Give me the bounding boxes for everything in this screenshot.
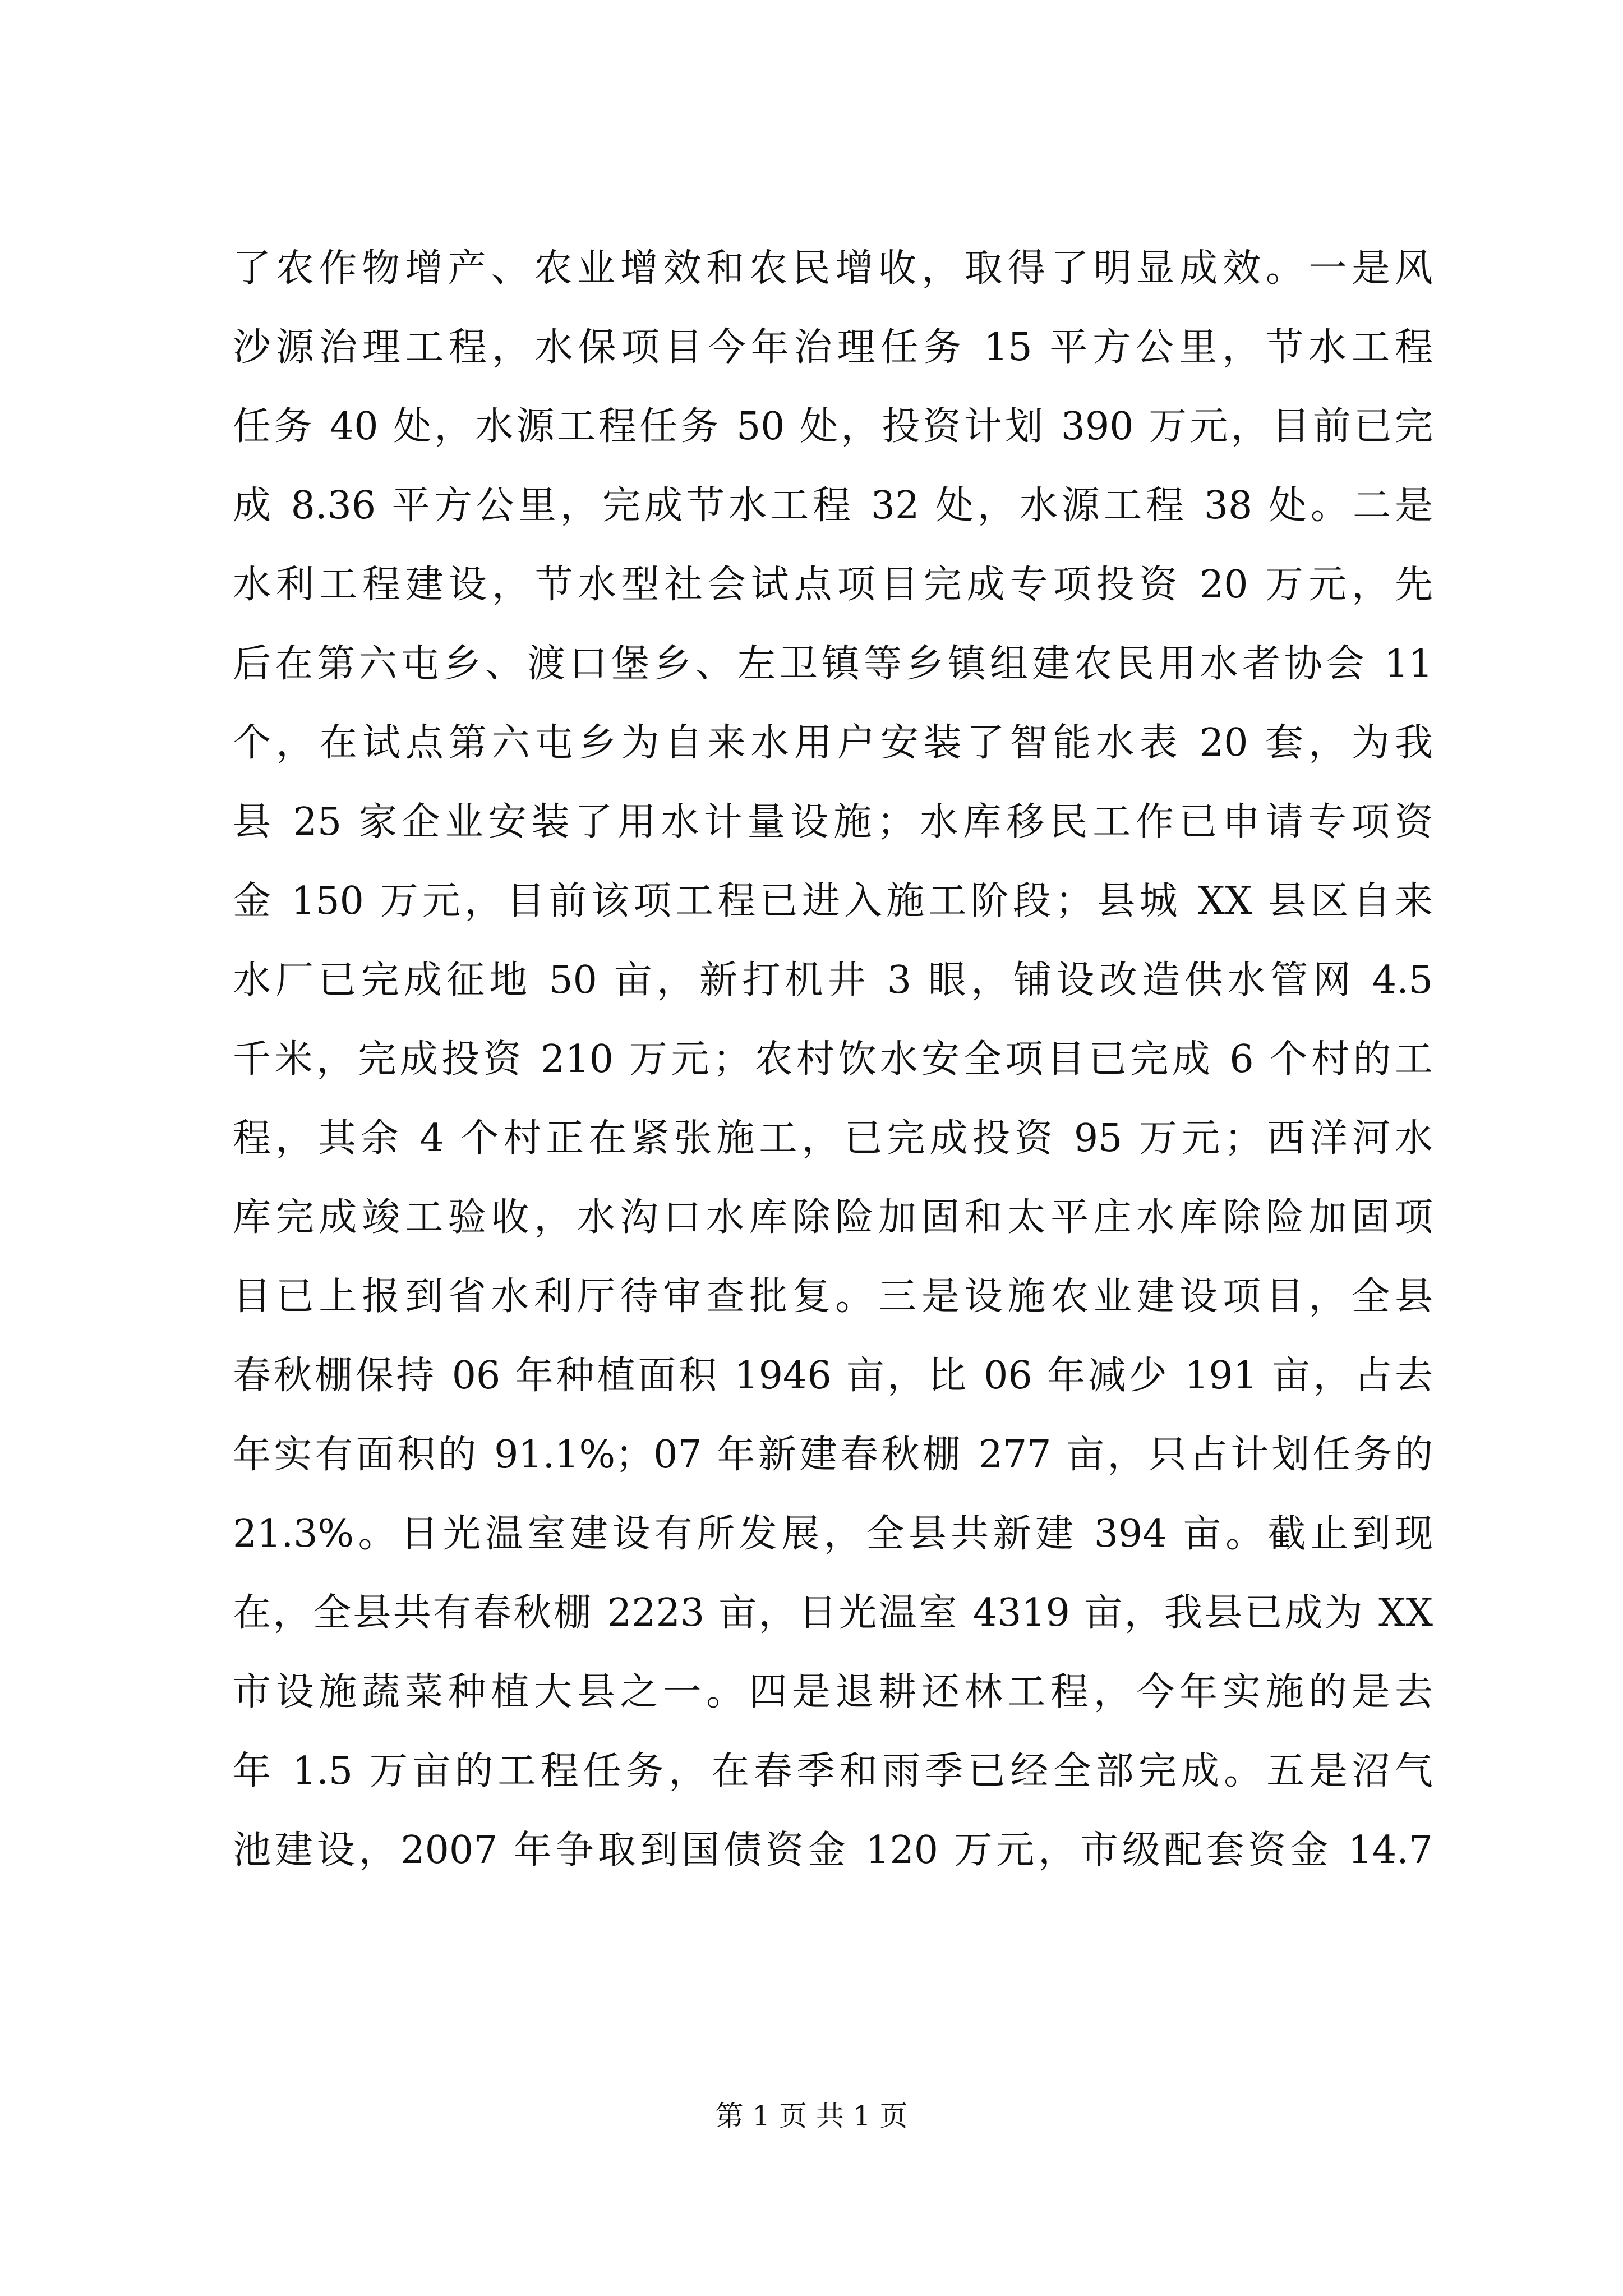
- text-line: 沙源治理工程，水保项目今年治理任务 15 平方公里，节水工程: [233, 325, 1433, 370]
- text-line: 水利工程建设，节水型社会试点项目完成专项投资 20 万元，先: [233, 563, 1433, 607]
- page-number-footer: 第 1 页 共 1 页: [715, 2100, 908, 2132]
- text-line: 了农作物增产、农业增效和农民增收，取得了明显成效。一是风: [233, 246, 1433, 291]
- text-line: 程，其余 4 个村正在紧张施工，已完成投资 95 万元；西洋河水: [233, 1116, 1433, 1161]
- text-line: 池建设，2007 年争取到国债资金 120 万元，市级配套资金 14.7: [233, 1828, 1433, 1872]
- text-line: 县 25 家企业安装了用水计量设施；水库移民工作已申请专项资: [233, 800, 1433, 844]
- text-line: 在，全县共有春秋棚 2223 亩，日光温室 4319 亩，我县已成为 XX: [233, 1591, 1433, 1635]
- text-line: 金 150 万元，目前该项工程已进入施工阶段；县城 XX 县区自来: [233, 879, 1433, 923]
- text-line: 春秋棚保持 06 年种植面积 1946 亩，比 06 年减少 191 亩，占去: [233, 1354, 1433, 1398]
- text-line: 年 1.5 万亩的工程任务，在春季和雨季已经全部完成。五是沼气: [233, 1749, 1433, 1793]
- text-line: 成 8.36 平方公里，完成节水工程 32 处，水源工程 38 处。二是: [233, 484, 1433, 528]
- text-line: 目已上报到省水利厅待审查批复。三是设施农业建设项目，全县: [233, 1274, 1433, 1319]
- text-line: 个，在试点第六屯乡为自来水用户安装了智能水表 20 套，为我: [233, 721, 1433, 765]
- text-line: 后在第六屯乡、渡口堡乡、左卫镇等乡镇组建农民用水者协会 11: [233, 642, 1433, 686]
- text-line: 市设施蔬菜种植大县之一。四是退耕还林工程，今年实施的是去: [233, 1670, 1433, 1714]
- body-paragraph: [233, 229, 1433, 1890]
- text-line: 库完成竣工验收，水沟口水库除险加固和太平庄水库除险加固项: [233, 1195, 1433, 1240]
- text-line: 水厂已完成征地 50 亩，新打机井 3 眼，铺设改造供水管网 4.5: [233, 958, 1433, 1002]
- text-line: 21.3%。日光温室建设有所发展，全县共新建 394 亩。截止到现: [233, 1512, 1433, 1556]
- text-line: 任务 40 处，水源工程任务 50 处，投资计划 390 万元，目前已完: [233, 404, 1433, 449]
- text-line: 年实有面积的 91.1%；07 年新建春秋棚 277 亩，只占计划任务的: [233, 1433, 1433, 1477]
- text-line: 千米，完成投资 210 万元；农村饮水安全项目已完成 6 个村的工: [233, 1037, 1433, 1082]
